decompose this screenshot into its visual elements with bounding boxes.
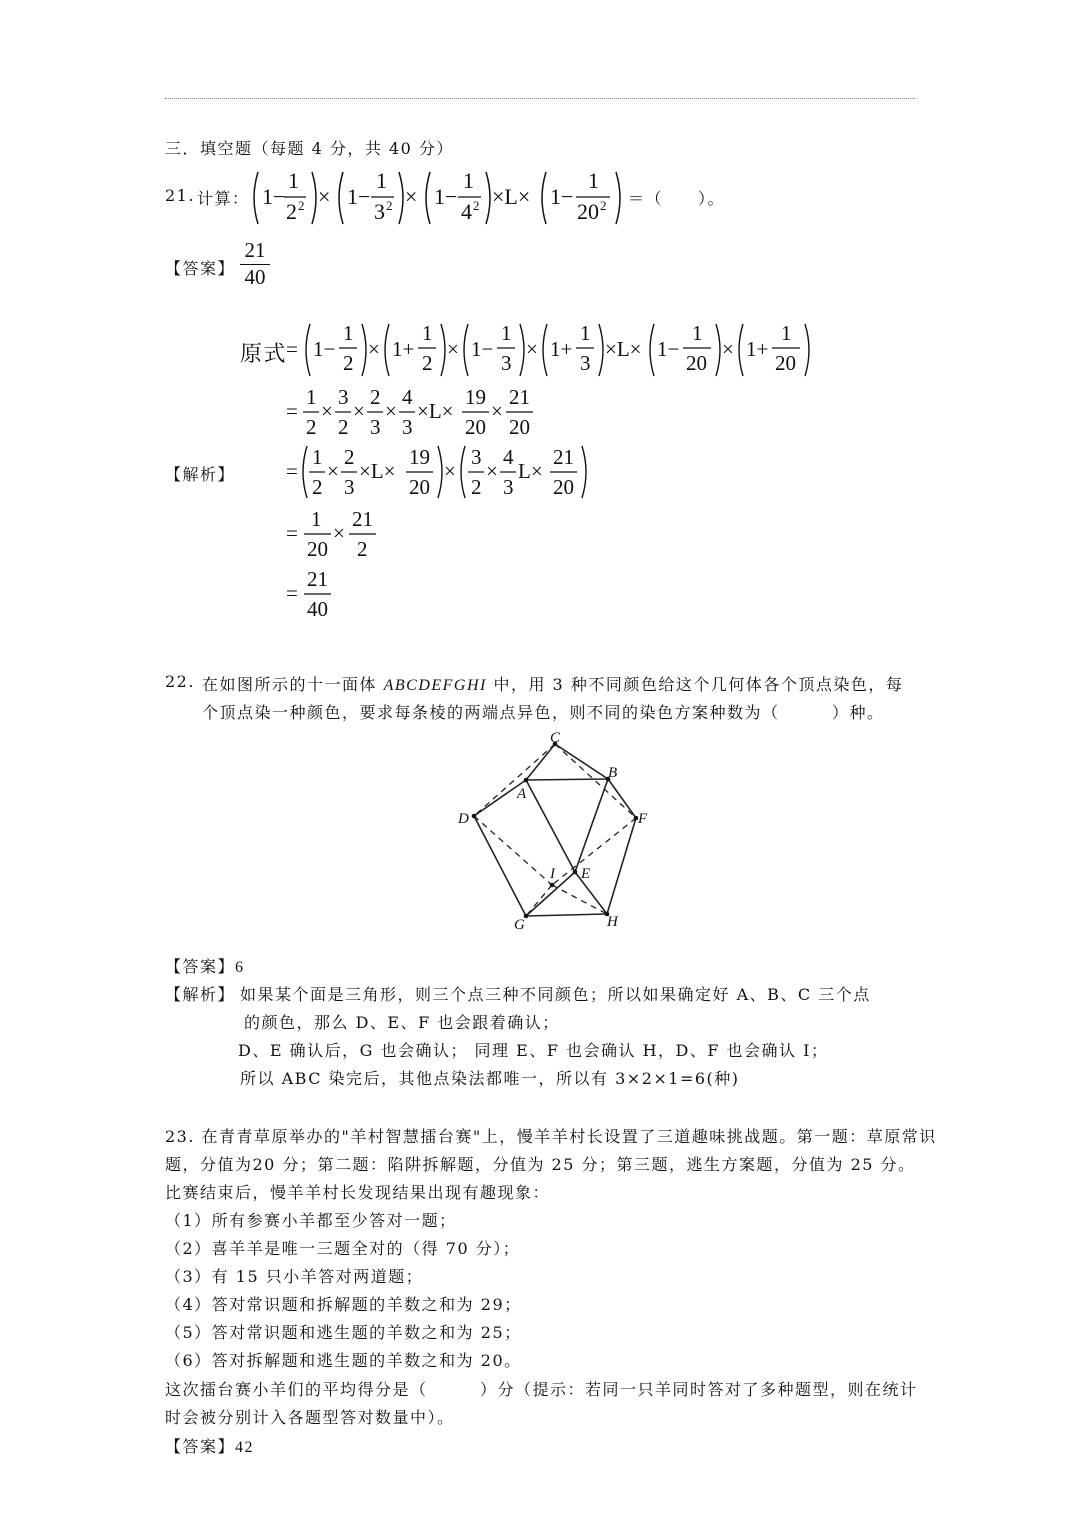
svg-text:×L×: ×L× xyxy=(359,459,396,483)
svg-text:20: 20 xyxy=(465,415,486,439)
q22-answer-label: 【答案】 xyxy=(165,957,236,976)
q22-analysis-line1: 如果某个面是三角形，则三个点三种不同颜色；所以如果确定好 A、B、C 三个点 xyxy=(240,985,871,1004)
svg-text:3: 3 xyxy=(374,199,385,224)
q23-line2: 题，分值为20 分；第二题：陷阱拆解题，分值为 25 分；第三题，逃生方案题，分值为 25 分。 xyxy=(165,1155,916,1174)
svg-text:=: = xyxy=(286,521,298,545)
svg-text:20: 20 xyxy=(775,351,796,375)
svg-text:1−: 1− xyxy=(550,184,574,209)
vertex-label-b: B xyxy=(608,765,618,781)
svg-text:2: 2 xyxy=(286,199,297,224)
q22-solid-name: ABCDEFGHI xyxy=(383,677,487,694)
q22-answer-value: 6 xyxy=(235,959,245,976)
q23-condition-2: （2）喜羊羊是唯一三题全对的（得 70 分）； xyxy=(165,1239,521,1258)
vertex-label-d: D xyxy=(458,811,469,827)
q23-question: 这次擂台赛小羊们的平均得分是（ ）分（提示：若同一只羊同时答对了多种题型，则在统计 xyxy=(165,1380,918,1399)
svg-text:2: 2 xyxy=(471,475,482,499)
q22-polyhedron-figure xyxy=(450,730,660,935)
svg-text:×: × xyxy=(526,337,538,361)
svg-text:20: 20 xyxy=(509,415,530,439)
svg-text:2: 2 xyxy=(306,415,317,439)
svg-text:4: 4 xyxy=(461,199,472,224)
svg-text:3: 3 xyxy=(501,351,512,375)
q23-condition-3: （3）有 15 只小羊答对两道题； xyxy=(165,1267,424,1286)
vertex-label-g: G xyxy=(514,917,525,933)
svg-text:21: 21 xyxy=(553,445,574,469)
svg-text:2: 2 xyxy=(422,351,433,375)
vertex-label-f: F xyxy=(638,811,648,827)
section-heading: 三．填空题（每题 4 分，共 40 分） xyxy=(165,139,454,158)
svg-text:×: × xyxy=(385,399,397,423)
svg-text:3: 3 xyxy=(338,385,349,409)
q22-analysis-label: 【解析】 xyxy=(165,985,236,1004)
svg-text:2: 2 xyxy=(343,351,354,375)
q23-line3: 比赛结束后，慢羊羊村长发现结果出现有趣现象： xyxy=(165,1183,551,1202)
q22-line1-post: 中，用 3 种不同颜色给这个几何体各个顶点染色，每 xyxy=(493,675,904,694)
svg-text:40: 40 xyxy=(307,597,328,621)
q22-line1-pre: 在如图所示的十一面体 xyxy=(202,675,378,694)
svg-text:1: 1 xyxy=(463,168,474,193)
svg-text:4: 4 xyxy=(503,445,514,469)
q23-condition-5: （5）答对常识题和逃生题的羊数之和为 25； xyxy=(165,1323,522,1342)
svg-text:1: 1 xyxy=(422,321,433,345)
svg-text:2: 2 xyxy=(600,198,607,213)
svg-text:×L×: ×L× xyxy=(417,399,454,423)
svg-text:=: = xyxy=(286,337,298,361)
q23-answer-row xyxy=(165,1434,254,1457)
svg-text:×: × xyxy=(368,337,380,361)
svg-text:1−: 1− xyxy=(313,337,336,361)
svg-text:×L×: ×L× xyxy=(605,337,642,361)
q21-answer-numerator: 21 xyxy=(244,238,266,262)
svg-text:1: 1 xyxy=(692,321,703,345)
q21-solution-steps xyxy=(282,318,822,628)
vertex-label-h: H xyxy=(607,914,618,930)
svg-text:1−: 1− xyxy=(471,337,494,361)
svg-text:21: 21 xyxy=(509,385,530,409)
svg-text:3: 3 xyxy=(344,475,355,499)
svg-text:×: × xyxy=(321,399,333,423)
svg-text:3: 3 xyxy=(471,445,482,469)
svg-text:2: 2 xyxy=(312,475,323,499)
svg-text:3: 3 xyxy=(503,475,514,499)
svg-text:=: = xyxy=(286,399,298,423)
svg-text:×: × xyxy=(405,184,418,209)
q22-answer-row xyxy=(165,954,245,977)
svg-text:19: 19 xyxy=(465,385,486,409)
svg-text:×: × xyxy=(318,184,331,209)
svg-text:1: 1 xyxy=(781,321,792,345)
svg-text:1: 1 xyxy=(312,445,323,469)
vertex-label-c: C xyxy=(550,730,561,746)
svg-text:×: × xyxy=(447,337,459,361)
svg-text:2: 2 xyxy=(344,445,355,469)
svg-text:20: 20 xyxy=(686,351,707,375)
svg-text:20: 20 xyxy=(577,199,599,224)
svg-text:×L×: ×L× xyxy=(492,184,531,209)
q21-answer-denominator: 40 xyxy=(244,265,266,289)
svg-text:3: 3 xyxy=(402,415,413,439)
q21-original-label: 原式 xyxy=(240,342,288,367)
svg-text:4: 4 xyxy=(402,385,413,409)
svg-text:×: × xyxy=(327,459,339,483)
svg-text:1+: 1+ xyxy=(746,337,769,361)
svg-text:20: 20 xyxy=(409,475,430,499)
vertex-label-e: E xyxy=(581,866,591,882)
svg-text:1: 1 xyxy=(580,321,591,345)
q22-line2: 个顶点染一种颜色，要求每条棱的两端点异色，则不同的染色方案种数为（ ）种。 xyxy=(202,703,885,722)
svg-text:19: 19 xyxy=(409,445,430,469)
svg-text:1−: 1− xyxy=(657,337,680,361)
svg-text:1: 1 xyxy=(311,507,322,531)
svg-text:3: 3 xyxy=(370,415,381,439)
svg-text:2: 2 xyxy=(338,415,349,439)
vertex-label-a: A xyxy=(517,786,527,802)
q23-line1: 23. 在青青草原举办的"羊村智慧擂台赛"上，慢羊羊村长设置了三道趣味挑战题。第一题：草原常识 xyxy=(165,1127,937,1146)
svg-text:1: 1 xyxy=(306,385,317,409)
header-divider xyxy=(165,98,915,99)
svg-text:×: × xyxy=(486,459,498,483)
svg-text:2: 2 xyxy=(357,537,368,561)
svg-text:2: 2 xyxy=(473,198,480,213)
svg-text:×: × xyxy=(333,521,345,545)
svg-text:21: 21 xyxy=(352,507,373,531)
vertex-label-i: I xyxy=(550,866,555,882)
svg-text:1+: 1+ xyxy=(392,337,415,361)
q21-answer-label: 【答案】 xyxy=(165,259,236,278)
q22-line1 xyxy=(202,672,903,695)
q22-analysis-line4: 所以 ABC 染完后，其他点染法都唯一，所以有 3×2×1=6(种) xyxy=(240,1069,740,1088)
svg-text:1: 1 xyxy=(588,168,599,193)
svg-text:×: × xyxy=(722,337,734,361)
q23-condition-6: （6）答对拆解题和逃生题的羊数之和为 20。 xyxy=(165,1351,522,1370)
svg-text:21: 21 xyxy=(307,567,328,591)
svg-text:1: 1 xyxy=(288,168,299,193)
svg-text:×: × xyxy=(491,399,503,423)
svg-text:3: 3 xyxy=(580,351,591,375)
svg-text:2: 2 xyxy=(386,198,393,213)
q21-prompt-label: 计算： xyxy=(197,189,250,208)
svg-text:2: 2 xyxy=(298,198,305,213)
svg-text:1−: 1− xyxy=(434,184,458,209)
svg-text:=: = xyxy=(286,459,298,483)
svg-text:×: × xyxy=(444,459,456,483)
svg-text:1: 1 xyxy=(501,321,512,345)
q22-analysis-line2: 的颜色，那么 D、E、F 也会跟着确认； xyxy=(244,1013,560,1032)
q21-blank: ＝（ ）。 xyxy=(628,189,726,208)
svg-text:1+: 1+ xyxy=(550,337,573,361)
q23-condition-4: （4）答对常识题和拆解题的羊数之和为 29； xyxy=(165,1295,522,1314)
q23-answer-label: 【答案】 xyxy=(165,1437,236,1456)
svg-text:1−: 1− xyxy=(347,184,371,209)
q21-number: 21. xyxy=(165,186,195,205)
svg-text:×: × xyxy=(353,399,365,423)
svg-text:1−: 1− xyxy=(262,184,286,209)
svg-text:20: 20 xyxy=(307,537,328,561)
q21-answer-fraction xyxy=(240,238,270,290)
q23-answer-value: 42 xyxy=(235,1439,255,1456)
svg-text:L×: L× xyxy=(518,459,543,483)
q22-number: 22. xyxy=(165,672,195,691)
q21-analysis-label: 【解析】 xyxy=(165,465,236,484)
q23-condition-1: （1）所有参赛小羊都至少答对一题； xyxy=(165,1211,457,1230)
svg-text:2: 2 xyxy=(370,385,381,409)
q23-hint-tail: 时会被分别计入各题型答对数量中）。 xyxy=(165,1408,455,1427)
svg-text:=: = xyxy=(286,581,298,605)
q22-analysis-line3: D、E 确认后，G 也会确认； 同理 E、F 也会确认 H，D、F 也会确认 I； xyxy=(238,1041,829,1060)
svg-text:20: 20 xyxy=(553,475,574,499)
svg-text:1: 1 xyxy=(343,321,354,345)
svg-text:1: 1 xyxy=(376,168,387,193)
